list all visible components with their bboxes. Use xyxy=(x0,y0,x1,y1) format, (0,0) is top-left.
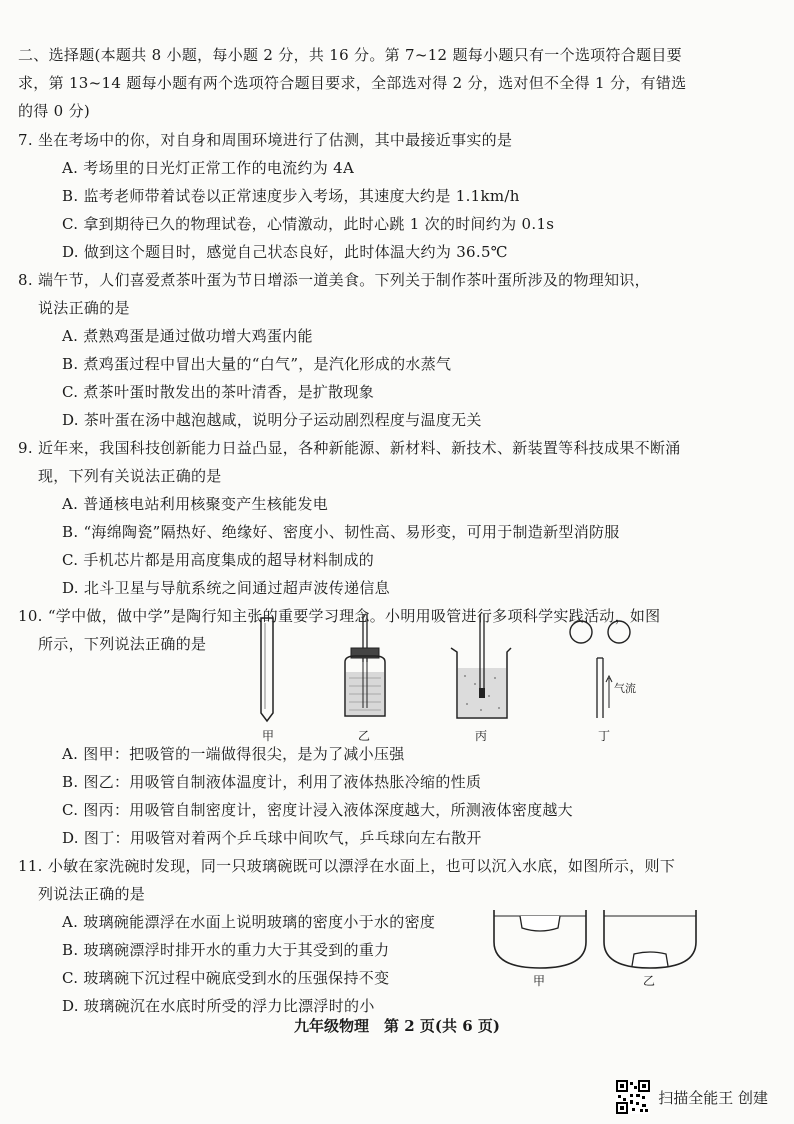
q11-stem-line1: 11. 小敏在家洗碗时发现，同一只玻璃碗既可以漂浮在水面上，也可以沉入水底，如图所示，则下 xyxy=(18,857,676,875)
q8-option-c: C. 煮茶叶蛋时散发出的茶叶清香，是扩散现象 xyxy=(62,383,375,401)
q7-stem: 7. 坐在考场中的你，对自身和周围环境进行了估测，其中最接近事实的是 xyxy=(18,131,513,149)
q9-option-a: A. 普通核电站利用核聚变产生核能发电 xyxy=(62,495,329,513)
q11-option-b: B. 玻璃碗漂浮时排开水的重力大于其受到的重力 xyxy=(62,941,390,959)
figure-bowl-floating xyxy=(490,902,590,972)
q10-stem-line1: 10. “学中做，做中学”是陶行知主张的重要学习理念。小明用吸管进行多项科学实践活动，如图 xyxy=(18,607,661,625)
q10-option-d: D. 图丁：用吸管对着两个乒乓球中间吹气，乒乓球向左右散开 xyxy=(62,829,482,847)
figure-bottle-thermometer xyxy=(335,612,395,724)
q8-option-a: A. 煮熟鸡蛋是通过做功增大鸡蛋内能 xyxy=(62,327,313,345)
figure-label-ding: 丁 xyxy=(598,729,611,743)
q8-stem-line2: 说法正确的是 xyxy=(38,299,130,317)
figure-label-bing: 丙 xyxy=(475,729,488,743)
section-instructions-line2: 求，第 13~14 题每小题有两个选项符合题目要求，全部选对得 2 分，选对但不全得 1 分，有错选 xyxy=(18,74,687,92)
q7-option-b: B. 监考老师带着试卷以正常速度步入考场，其速度大约是 1.1km/h xyxy=(62,187,520,205)
q9-option-d: D. 北斗卫星与导航系统之间通过超声波传递信息 xyxy=(62,579,390,597)
scanner-watermark xyxy=(616,1080,768,1114)
q10-option-c: C. 图丙：用吸管自制密度计，密度计浸入液体深度越大，所测液体密度越大 xyxy=(62,801,573,819)
figure-bowl-sunk xyxy=(600,902,700,972)
page-footer: 九年级物理 第 2 页(共 6 页) xyxy=(294,1017,500,1035)
q11-stem-line2: 列说法正确的是 xyxy=(38,885,146,903)
section-instructions-line3: 的得 0 分) xyxy=(18,102,91,120)
qr-code-icon xyxy=(616,1080,650,1114)
q9-stem-line2: 现，下列有关说法正确的是 xyxy=(38,467,222,485)
q7-option-a: A. 考场里的日光灯正常工作的电流约为 4A xyxy=(62,159,355,177)
q9-option-c: C. 手机芯片都是用高度集成的超导材料制成的 xyxy=(62,551,375,569)
q10-stem-line2: 所示，下列说法正确的是 xyxy=(38,635,207,653)
q9-stem-line1: 9. 近年来，我国科技创新能力日益凸显，各种新能源、新材料、新技术、新装置等科技成果不断涌 xyxy=(18,439,681,457)
figure-label-airflow: 气流 xyxy=(614,682,636,695)
q9-option-b: B. “海绵陶瓷”隔热好、绝缘好、密度小、韧性高、易形变，可用于制造新型消防服 xyxy=(62,523,620,541)
q8-option-d: D. 茶叶蛋在汤中越泡越咸，说明分子运动剧烈程度与温度无关 xyxy=(62,411,482,429)
q7-option-c: C. 拿到期待已久的物理试卷，心情激动，此时心跳 1 次的时间约为 0.1s xyxy=(62,215,555,233)
q7-option-d: D. 做到这个题目时，感觉自己状态良好，此时体温大约为 36.5℃ xyxy=(62,243,508,261)
figure-label-bowl-jia: 甲 xyxy=(533,974,546,988)
figure-beaker-hydrometer xyxy=(445,612,515,724)
q10-option-b: B. 图乙：用吸管自制液体温度计，利用了液体热胀冷缩的性质 xyxy=(62,773,482,791)
figure-label-yi: 乙 xyxy=(358,729,371,743)
figure-label-jia: 甲 xyxy=(262,729,275,743)
q11-option-d: D. 玻璃碗沉在水底时所受的浮力比漂浮时的小 xyxy=(62,997,375,1015)
section-instructions-line1: 二、选择题(本题共 8 小题，每小题 2 分，共 16 分。第 7~12 题每小题只有一个选项符合题目要 xyxy=(18,46,682,64)
q11-option-a: A. 玻璃碗能漂浮在水面上说明玻璃的密度小于水的密度 xyxy=(62,913,436,931)
figure-straw-sharp xyxy=(255,615,279,725)
scanner-label: 扫描全能王 创建 xyxy=(658,1088,768,1107)
q10-option-a: A. 图甲：把吸管的一端做得很尖，是为了减小压强 xyxy=(62,745,405,763)
q11-option-c: C. 玻璃碗下沉过程中碗底受到水的压强保持不变 xyxy=(62,969,390,987)
q8-option-b: B. 煮鸡蛋过程中冒出大量的“白气”，是汽化形成的水蒸气 xyxy=(62,355,452,373)
figure-pingpong-balls xyxy=(565,618,645,724)
figure-label-bowl-yi: 乙 xyxy=(643,974,656,988)
q8-stem-line1: 8. 端午节，人们喜爱煮茶叶蛋为节日增添一道美食。下列关于制作茶叶蛋所涉及的物理知识， xyxy=(18,271,650,289)
